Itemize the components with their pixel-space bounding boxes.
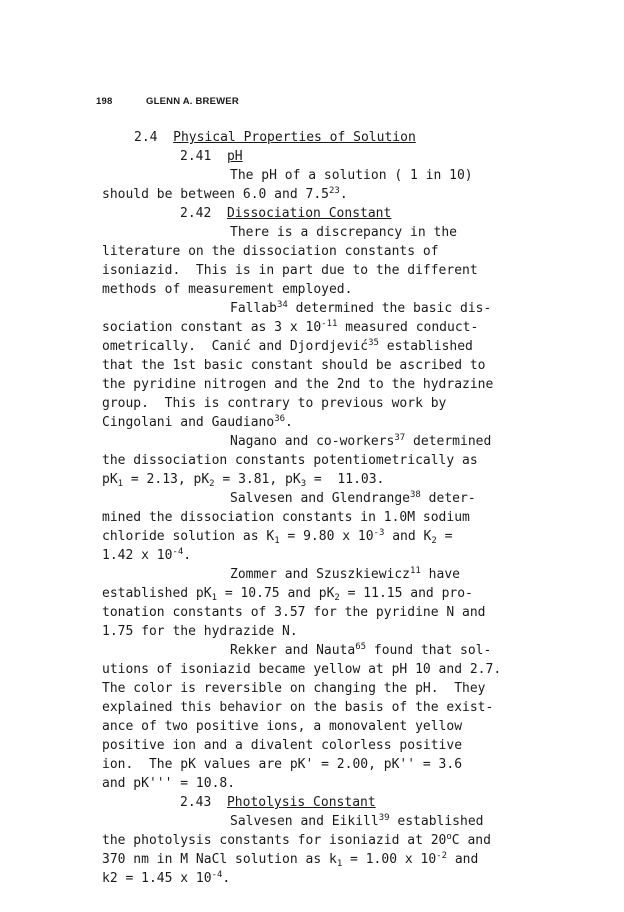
text-line: The color is reversible on changing the pH. They [102, 681, 486, 696]
text-line: mined the dissociation constants in 1.0M sodium [102, 510, 470, 525]
exponent: -11 [321, 319, 338, 329]
section-title: Photolysis Constant [226, 795, 376, 810]
text-line: explained this behavior on the basis of the exist- [102, 700, 494, 715]
running-author: GLENN A. BREWER [146, 96, 239, 107]
section-heading-2-43: 2.43 Photolysis Constant [180, 795, 376, 810]
reference-number: 23 [328, 186, 340, 196]
text-line: Salvesen and Glendrange$^{38}$ deter- [230, 490, 476, 506]
text-line: ometrically. Canić and Djordjević$^{35}$ established [102, 338, 473, 354]
text-line: ion. The pK values are pK' = 2.00, pK'' = 3.6 [102, 757, 463, 772]
reference-number: 34 [276, 300, 288, 310]
text-line: the photolysis constants for isoniazid at 20$^o$C and [102, 832, 491, 848]
text-line: Zommer and Szuszkiewicz$^{11}$ have [230, 566, 460, 582]
text-line: group. This is contrary to previous work by [102, 396, 447, 411]
text-line: should be between 6.0 and $7.5^{23}$. [102, 186, 348, 202]
reference-number: 39 [378, 813, 390, 823]
text-line: and pK''' = 10.8. [102, 776, 236, 791]
text-line: that the 1st basic constant should be ascribed to [102, 358, 486, 373]
section-heading-2-4: 2.4 Physical Properties of Solution [134, 130, 416, 145]
text-line: the dissociation constants potentiometrically as [102, 453, 478, 468]
reference-number: 11 [410, 566, 421, 576]
text-line: Rekker and Nauta$^{65}$ found that sol- [230, 642, 492, 658]
text-line: 1.75 for the hydrazide N. [102, 624, 298, 639]
page-header [96, 96, 239, 107]
section-title: Physical Properties of Solution [173, 130, 416, 145]
text-line: Nagano and co-workers$^{37}$ determined [230, 433, 492, 449]
text-line: There is a discrepancy in the [230, 225, 457, 240]
page-number: 198 [96, 96, 113, 107]
text-line: methods of measurement employed. [102, 282, 353, 297]
text-line: Salvesen and Eikill$^{39}$ established [230, 813, 484, 829]
section-title: Dissociation Constant [226, 206, 392, 221]
page-body [102, 128, 582, 888]
degree-mark: o [446, 832, 452, 842]
text-line: Fallab$^{34}$ determined the basic dis- [230, 300, 492, 316]
reference-number: 38 [410, 490, 421, 500]
reference-number: 37 [394, 433, 406, 443]
reference-number: 35 [368, 338, 379, 348]
reference-number: 36 [274, 414, 286, 424]
text-line: ance of two positive ions, a monovalent yellow [102, 719, 463, 734]
reference-number: 65 [355, 642, 367, 652]
text-line: positive ion and a divalent colorless positive [102, 738, 463, 753]
text-line: literature on the dissociation constants of [102, 244, 439, 259]
text-line: utions of isoniazid became yellow at pH 10 and 2.7. [102, 662, 502, 677]
section-heading-2-42: 2.42 Dissociation Constant [180, 206, 392, 221]
text-line: Cingolani and Gaudiano$^{36}$. [102, 414, 293, 430]
text-line: sociation constant as 3 x $10^{-11}$ measured conduct- [102, 319, 479, 335]
text-line: tonation constants of 3.57 for the pyridine N and [102, 605, 486, 620]
text-line: chloride solution as $K_1 = 9.80$ x $10^{-3}$ and $K_2$ = [102, 528, 453, 546]
text-line: The pH of a solution ( 1 in 10) [230, 168, 473, 183]
text-line: k2 = 1.45 x $10^{-4}$. [102, 870, 231, 886]
text-line: $pK_1 = 2.13$, $pK_2 = 3.81$, $pK_3 = 11.03$. [102, 472, 385, 489]
section-title: pH [226, 149, 243, 164]
text-line: the pyridine nitrogen and the 2nd to the hydrazine [102, 377, 494, 392]
text-line: 370 nm in M NaCl solution as $k_1 = 1.00$ x $10^{-2}$ and [102, 851, 479, 869]
section-heading-2-41: 2.41 pH [180, 149, 243, 164]
text-line: established $pK_1 = 10.75$ and $pK_2 = 11.15$ and pro- [102, 586, 473, 603]
text-line: isoniazid. This is in part due to the different [102, 263, 478, 278]
text-line: 1.42 x $10^{-4}$. [102, 547, 192, 563]
